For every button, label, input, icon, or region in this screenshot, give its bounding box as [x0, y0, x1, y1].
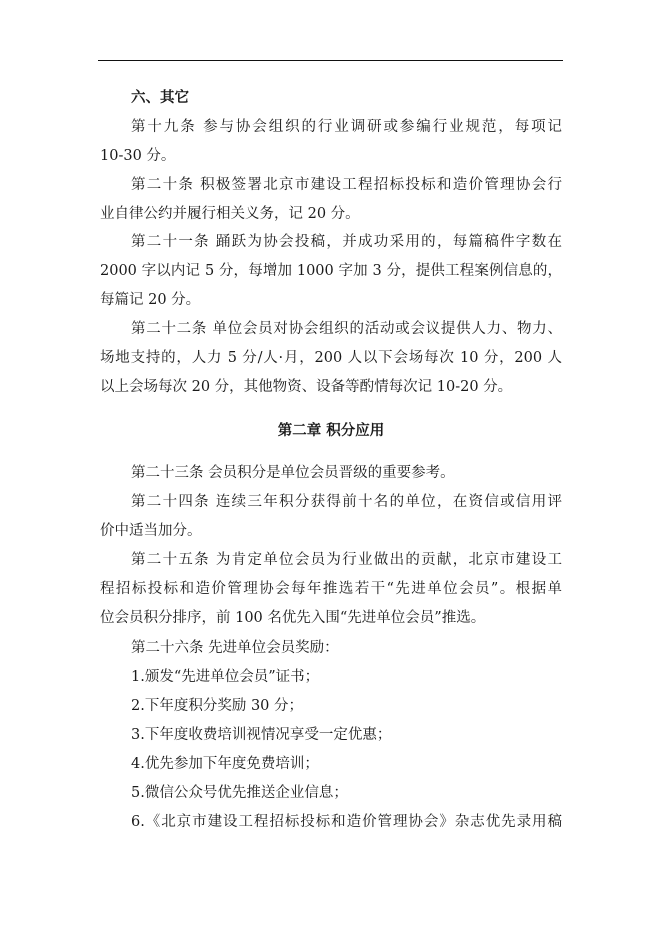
- article-21-line-1: 第二十一条 踊跃为协会投稿，并成功采用的，每篇稿件字数在: [131, 234, 562, 250]
- article-22-line-3: 以上会场每次 20 分，其他物资、设备等酌情每次记 10-20 分。: [100, 379, 513, 395]
- article-22-line-1: 第二十二条 单位会员对协会组织的活动或会议提供人力、物力、: [131, 321, 562, 337]
- reward-item-2: 2.下年度积分奖励 30 分；: [131, 698, 304, 714]
- article-20-line-2: 业自律公约并履行相关义务，记 20 分。: [100, 206, 360, 222]
- article-26-line-1: 第二十六条 先进单位会员奖励：: [131, 640, 339, 656]
- article-21-line-3: 每篇记 20 分。: [100, 292, 201, 308]
- article-22-line-2: 场地支持的，人力 5 分/人·月，200 人以下会场每次 10 分，200 人: [100, 350, 562, 366]
- article-25-line-1: 第二十五条 为肯定单位会员为行业做出的贡献，北京市建设工: [131, 552, 562, 568]
- article-21-line-2: 2000 字以内记 5 分，每增加 1000 字加 3 分，提供工程案例信息的，: [100, 263, 562, 279]
- header-rule: [98, 60, 563, 61]
- reward-item-5: 5.微信公众号优先推送企业信息；: [131, 785, 348, 801]
- reward-item-1: 1.颁发“先进单位会员”证书；: [131, 669, 320, 685]
- article-25-line-3: 位会员积分排序，前 100 名优先入围“先进单位会员”推选。: [100, 610, 486, 626]
- article-19-line-1: 第十九条 参与协会组织的行业调研或参编行业规范，每项记: [131, 119, 562, 135]
- reward-item-4: 4.优先参加下年度免费培训；: [131, 756, 319, 772]
- article-24-line-1: 第二十四条 连续三年积分获得前十名的单位，在资信或信用评: [131, 494, 562, 510]
- section-heading: 六、其它: [131, 90, 189, 106]
- chapter-heading: 第二章 积分应用: [277, 423, 385, 439]
- reward-item-3: 3.下年度收费培训视情况享受一定优惠；: [131, 727, 392, 743]
- reward-item-6: 6.《北京市建设工程招标投标和造价管理协会》杂志优先录用稿: [131, 814, 562, 830]
- article-24-line-2: 价中适当加分。: [100, 523, 202, 539]
- article-25-line-2: 程招标投标和造价管理协会每年推选若干“先进单位会员”。根据单: [100, 581, 562, 597]
- article-23-line-1: 第二十三条 会员积分是单位会员晋级的重要参考。: [131, 465, 455, 481]
- article-19-line-2: 10-30 分。: [100, 148, 176, 164]
- article-20-line-1: 第二十条 积极签署北京市建设工程招标投标和造价管理协会行: [131, 177, 562, 193]
